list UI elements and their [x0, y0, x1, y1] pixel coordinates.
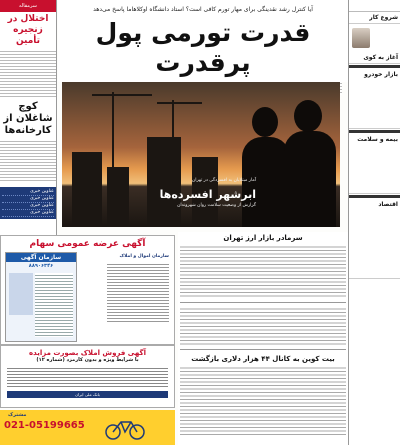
news-list: [0, 187, 56, 219]
crane-silhouette: [157, 102, 202, 104]
divider: [349, 195, 400, 198]
list-item[interactable]: عناوین خبری: [2, 189, 54, 196]
crane-silhouette: [92, 94, 152, 96]
bike-ad-label: مشترک: [8, 412, 27, 418]
sidebar-item-title: بیمه و سلامت: [357, 136, 398, 143]
right-sidebar: [348, 0, 400, 445]
left-headline-1[interactable]: اختلال در زنجیره تأمین: [7, 14, 49, 46]
sidebar-item[interactable]: [349, 69, 400, 129]
crane-silhouette: [112, 92, 114, 172]
masthead: [58, 0, 348, 82]
sidebar-header: [349, 0, 400, 12]
portrait-image: [352, 28, 370, 48]
person-silhouette: [284, 131, 336, 227]
sidebar-item[interactable]: [349, 199, 400, 279]
sidebar-item-title: اقتصاد: [378, 201, 398, 208]
article-headline[interactable]: بیت کوین به کانال ۴۴ هزار دلاری بازگشت: [191, 355, 335, 363]
left-sidebar-header: سرمقاله: [0, 0, 56, 12]
divider: [180, 349, 346, 350]
person-head-silhouette: [252, 107, 278, 137]
bike-ad-phone: 021-05199665: [4, 420, 85, 431]
ad-text-lines: [35, 273, 73, 337]
notice-title: آگهی فروش املاک بصورت مزایده: [29, 349, 146, 357]
list-item[interactable]: عناوین خبری: [2, 196, 54, 203]
main-headline[interactable]: قدرت تورمی پول پرقدرت: [95, 18, 311, 77]
notice-text-lines: [7, 366, 168, 388]
ad-inner-title: سازمان آگهی: [6, 253, 76, 262]
photo-caption-sub: آمار مبتلایان به افسردگی در تهران: [191, 178, 256, 183]
sidebar-item-title: بازار خودرو: [364, 71, 398, 78]
article-text-columns: [180, 365, 346, 435]
divider: [349, 65, 400, 68]
ad-text-lines: [107, 262, 169, 322]
sidebar-item[interactable]: [349, 52, 400, 64]
building-silhouette: [72, 152, 102, 227]
divider: [349, 130, 400, 133]
person-head-silhouette: [294, 100, 322, 132]
auction-notice[interactable]: [0, 345, 175, 408]
photo-caption-sub: گزارش از وضعیت سلامت روان شهروندان: [177, 203, 256, 208]
article-headline[interactable]: سرمادر بازار ارز تهران: [223, 234, 303, 242]
divider: [180, 302, 346, 303]
building-silhouette: [107, 167, 129, 227]
left-text-block: [0, 49, 56, 99]
bicycle-icon: [105, 416, 145, 440]
ad-image: [9, 273, 33, 315]
crane-silhouette: [172, 100, 174, 160]
sidebar-item[interactable]: [349, 12, 400, 24]
list-item[interactable]: عناوین خبری: [2, 203, 54, 210]
stock-ad[interactable]: [0, 235, 175, 345]
notice-footer: بانک ملی ایران: [7, 391, 168, 398]
photo-caption-title[interactable]: ابرشهر افسرده‌ها: [159, 188, 256, 201]
article-text-columns: [180, 306, 346, 346]
bike-ad[interactable]: [0, 410, 175, 445]
left-text-block: [0, 139, 56, 183]
sidebar-item-title: شروع کار: [369, 14, 398, 21]
main-photo[interactable]: [62, 82, 340, 227]
notice-subtitle: با شرایط ویژه و بدون کارمزد (شماره ۱۲): [36, 357, 139, 363]
ad-text: [104, 252, 172, 324]
kicker-text: آیا کنترل رشد نقدینگی برای مهار تورم کافی است؟ استاد دانشگاه اوکلاهاما پاسخ می‌دهد: [93, 6, 313, 13]
article-text-columns: [180, 244, 346, 299]
list-item[interactable]: عناوین خبری: [2, 210, 54, 217]
ad-phone: ۸۸۹۰۶۳۴۶: [28, 263, 54, 269]
sidebar-item-title: آغاز به کوی: [363, 54, 398, 61]
ad-line: سازمان اموال و املاک: [119, 254, 169, 259]
portrait-block: [349, 24, 400, 52]
articles-area: [178, 232, 348, 445]
sidebar-item[interactable]: [349, 134, 400, 194]
left-headline-2[interactable]: کوچ شاغلان از کارخانه‌ها: [3, 101, 53, 136]
ad-title: آگهی عرضه عمومی سهام: [29, 239, 146, 249]
ad-inner-box: [5, 252, 77, 342]
